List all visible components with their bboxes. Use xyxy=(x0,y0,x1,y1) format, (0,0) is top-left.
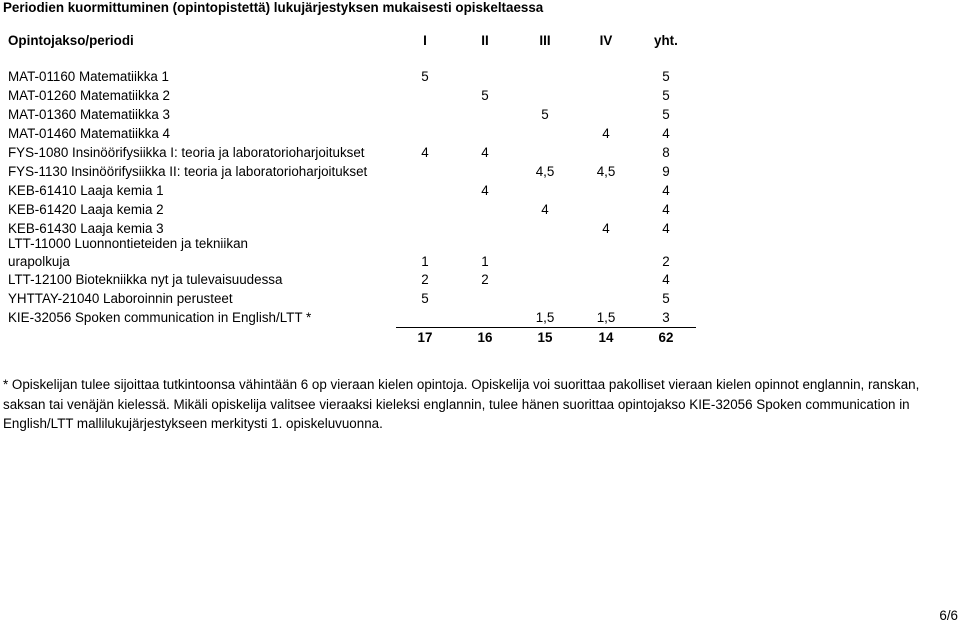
course-name: FYS-1080 Insinöörifysiikka I: teoria ja laboratorioharjoitukset xyxy=(8,145,365,160)
total-value: 5 xyxy=(662,291,670,306)
totals-divider xyxy=(396,327,696,328)
course-name: LTT-11000 Luonnontieteiden ja tekniikan xyxy=(8,236,248,251)
total-value: 9 xyxy=(662,164,670,179)
period-2-total: 16 xyxy=(477,330,493,345)
page-title: Periodien kuormittuminen (opintopistettä) lukujärjestyksen mukaisesti opiskeltaessa xyxy=(3,0,544,15)
course-name-continued: urapolkuja xyxy=(8,254,70,269)
period-3-value: 5 xyxy=(541,107,549,122)
course-name: MAT-01160 Matematiikka 1 xyxy=(8,69,169,84)
totals-row xyxy=(0,330,700,349)
period-4-value: 4,5 xyxy=(596,164,616,179)
period-1-value: 2 xyxy=(421,272,429,287)
period-3-value: 4,5 xyxy=(535,164,555,179)
total-value: 5 xyxy=(662,69,670,84)
total-value: 5 xyxy=(662,88,670,103)
period-1-value: 1 xyxy=(421,254,429,269)
total-value: 4 xyxy=(662,126,670,141)
table-row xyxy=(0,164,700,183)
table-row xyxy=(0,291,700,310)
course-name: KEB-61410 Laaja kemia 1 xyxy=(8,183,164,198)
total-value: 2 xyxy=(662,254,670,269)
period-3-value: 4 xyxy=(541,202,549,217)
table-row xyxy=(0,69,700,88)
course-name: MAT-01260 Matematiikka 2 xyxy=(8,88,170,103)
footnote: * Opiskelijan tulee sijoittaa tutkintoonsa vähintään 6 op vieraan kielen opintoja. Opiskelija voi suorittaa pakolliset vieraan kielen opinnot englannin, ranskan, saksan tai venäjän kielessä. Mikäli opiskelija valitsee vieraaksi kieleksi englannin, tulee hänen suorittaa opintojakso KIE-32056 Spoken communication in English/LTT mallilukujärjestykseen merkitysti 1. opiskeluvuonna. xyxy=(3,377,920,431)
column-header-period-2: II xyxy=(481,33,489,48)
column-header-course: Opintojakso/periodi xyxy=(8,33,134,48)
course-name: LTT-12100 Biotekniikka nyt ja tulevaisuudessa xyxy=(8,272,283,287)
course-name: FYS-1130 Insinöörifysiikka II: teoria ja laboratorioharjoitukset xyxy=(8,164,368,179)
period-2-value: 4 xyxy=(481,145,489,160)
table-row xyxy=(0,107,700,126)
table-row xyxy=(0,183,700,202)
period-4-value: 4 xyxy=(602,221,610,236)
total-value: 4 xyxy=(662,221,670,236)
total-value: 3 xyxy=(662,310,670,325)
period-2-value: 5 xyxy=(481,88,489,103)
total-value: 4 xyxy=(662,272,670,287)
table-row xyxy=(0,88,700,107)
course-name: KIE-32056 Spoken communication in English/LTT * xyxy=(8,310,312,325)
period-4-value: 1,5 xyxy=(596,310,616,325)
period-4-value: 4 xyxy=(602,126,610,141)
course-name: MAT-01460 Matematiikka 4 xyxy=(8,126,170,141)
column-header-period-3: III xyxy=(539,33,551,48)
course-name: KEB-61430 Laaja kemia 3 xyxy=(8,221,164,236)
table-row xyxy=(0,145,700,164)
total-value: 5 xyxy=(662,107,670,122)
table-row xyxy=(0,202,700,221)
column-header-period-1: I xyxy=(423,33,427,48)
period-2-value: 2 xyxy=(481,272,489,287)
course-name: MAT-01360 Matematiikka 3 xyxy=(8,107,170,122)
table-row xyxy=(0,126,700,145)
period-2-value: 1 xyxy=(481,254,489,269)
period-1-value: 5 xyxy=(421,69,429,84)
period-1-value: 5 xyxy=(421,291,429,306)
page-number: 6/6 xyxy=(939,608,958,623)
period-3-total: 15 xyxy=(537,330,553,345)
total-value: 4 xyxy=(662,183,670,198)
column-header-total: yht. xyxy=(654,33,678,48)
course-name: YHTTAY-21040 Laboroinnin perusteet xyxy=(8,291,233,306)
period-1-value: 4 xyxy=(421,145,429,160)
table-row xyxy=(0,272,700,291)
period-4-total: 14 xyxy=(598,330,614,345)
period-2-value: 4 xyxy=(481,183,489,198)
column-header-period-4: IV xyxy=(599,33,613,48)
table-row xyxy=(0,236,700,274)
course-name: KEB-61420 Laaja kemia 2 xyxy=(8,202,164,217)
period-1-total: 17 xyxy=(417,330,433,345)
total-value: 4 xyxy=(662,202,670,217)
period-3-value: 1,5 xyxy=(535,310,555,325)
total-value: 8 xyxy=(662,145,670,160)
grand-total: 62 xyxy=(658,330,674,345)
